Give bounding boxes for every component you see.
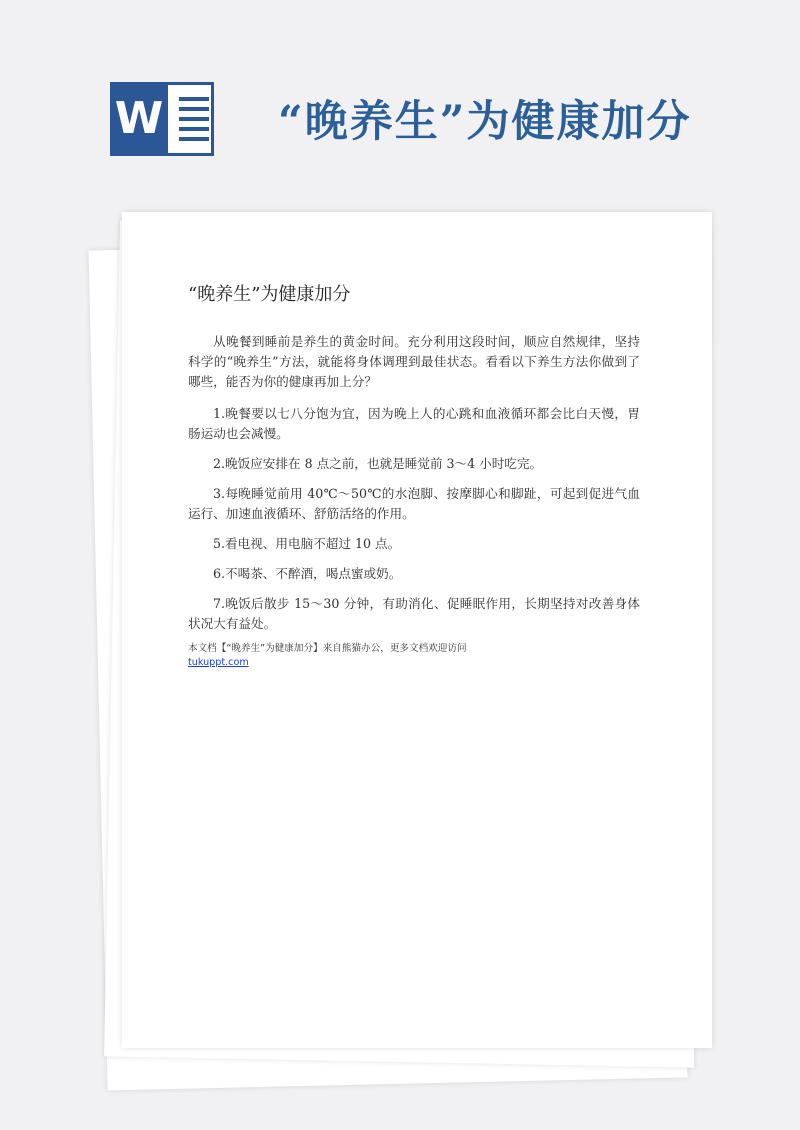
list-item: 7.晚饭后散步 15～30 分钟，有助消化、促睡眠作用，长期坚持对改善身体状况大有益处。 <box>188 596 640 631</box>
word-logo-letter: W <box>110 82 168 156</box>
document-content <box>188 280 640 669</box>
source-link[interactable]: tukuppt.com <box>188 657 249 668</box>
source-note: 本文档【“晚养生”为健康加分】来自熊猫办公，更多文档欢迎访问 <box>188 643 467 654</box>
list-item: 1.晚餐要以七八分饱为宜，因为晚上人的心跳和血液循环都会比白天慢，胃肠运动也会减慢。 <box>188 406 640 441</box>
list-item: 2.晚饭应安排在 8 点之前，也就是睡觉前 3～4 小时吃完。 <box>213 456 543 471</box>
list-item: 5.看电视、用电脑不超过 10 点。 <box>213 536 401 551</box>
intro-paragraph: 从晚餐到睡前是养生的黄金时间。充分利用这段时间，顺应自然规律，坚持科学的“晚养生”方法，就能将身体调理到最佳状态。看看以下养生方法你做到了哪些，能否为你的健康再加上分？ <box>188 334 640 389</box>
banner-title: “晚养生”为健康加分 <box>278 97 692 147</box>
word-document-icon <box>110 82 214 156</box>
document-lines-icon <box>162 82 214 156</box>
list-item: 3.每晚睡觉前用 40℃～50℃的水泡脚、按摩脚心和脚趾，可起到促进气血运行、加速血液循环、舒筋活络的作用。 <box>188 486 640 521</box>
document-title: “晚养生”为健康加分 <box>188 284 351 305</box>
header-banner <box>0 0 800 200</box>
list-item: 6.不喝茶、不醉酒，喝点蜜或奶。 <box>213 566 402 581</box>
